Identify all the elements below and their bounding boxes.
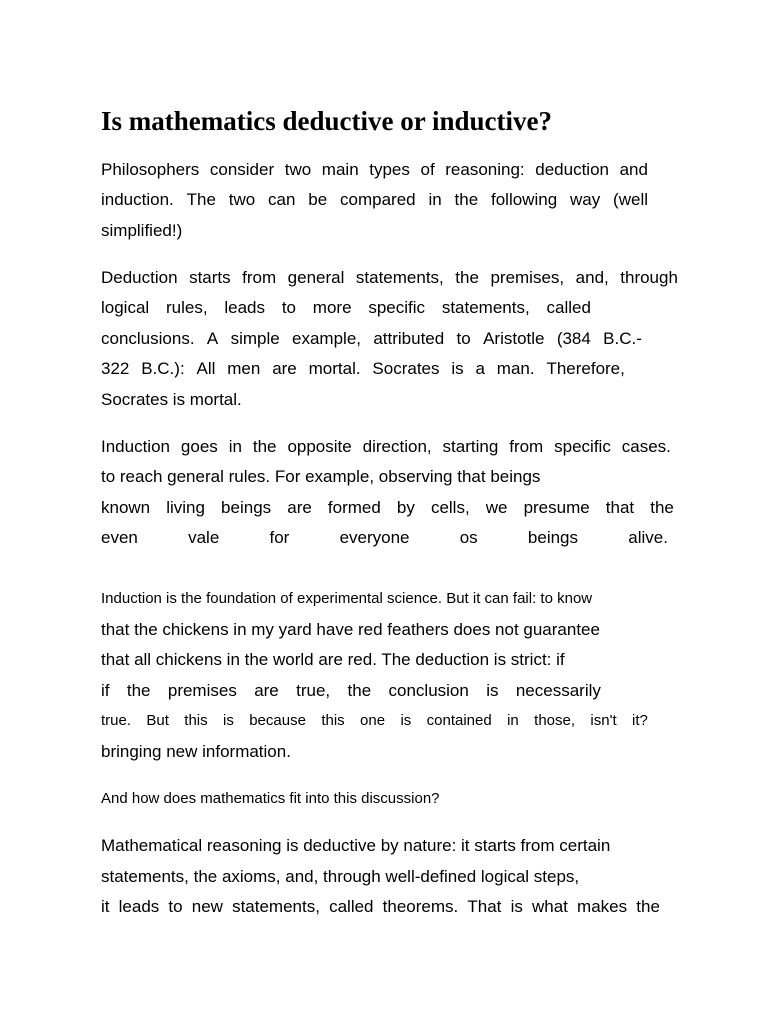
text-line: conclusions. A simple example, attributed to Aristotle (384 B.C.- xyxy=(101,329,642,348)
text-line: 322 B.C.): All men are mortal. Socrates is a man. Therefore, xyxy=(101,359,625,378)
text-line: Induction is the foundation of experimental science. But it can fail: to know xyxy=(101,590,593,607)
text-line: to reach general rules. For example, observing that beings xyxy=(101,467,541,486)
text-line: simplified!) xyxy=(101,221,183,240)
text-line: that the chickens in my yard have red feathers does not guarantee xyxy=(101,620,600,639)
text-line: true. But this is because this one is contained in those, isn't it? xyxy=(101,712,648,729)
text-line: bringing new information. xyxy=(101,742,291,761)
text-line: logical rules, leads to more specific statements, called xyxy=(101,298,591,317)
text-line: And how does mathematics fit into this discussion? xyxy=(101,790,440,807)
text-line: Induction goes in the opposite direction, starting from specific cases. xyxy=(101,437,671,456)
text-line: Deduction starts from general statements, the premises, and, through xyxy=(101,268,678,287)
text-line: Philosophers consider two main types of reasoning: deduction and xyxy=(101,160,648,179)
text-line: known living beings are formed by cells, we presume that the xyxy=(101,498,674,517)
text-line: that all chickens in the world are red. The deduction is strict: if xyxy=(101,650,565,669)
text-line: induction. The two can be compared in the following way (well xyxy=(101,190,648,209)
text-line: Socrates is mortal. xyxy=(101,390,242,409)
document-title: Is mathematics deductive or inductive? xyxy=(101,106,552,136)
text-line: even vale for everyone os beings alive. xyxy=(101,528,668,547)
text-line: Mathematical reasoning is deductive by nature: it starts from certain xyxy=(101,836,611,855)
text-line: if the premises are true, the conclusion is necessarily xyxy=(101,681,601,700)
text-line: it leads to new statements, called theorems. That is what makes the xyxy=(101,897,660,916)
text-line: statements, the axioms, and, through well-defined logical steps, xyxy=(101,867,580,886)
